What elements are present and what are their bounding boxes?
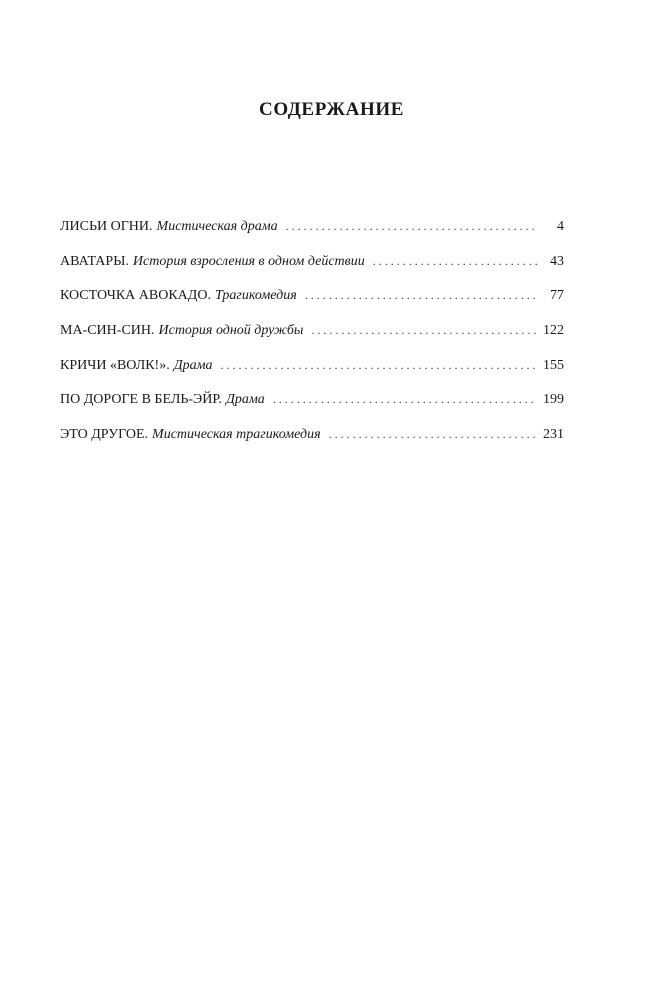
toc-entry-page-number: 77 — [550, 288, 564, 304]
toc-entry-genre: Мистическая драма — [156, 219, 278, 234]
toc-entry-title: ЛИСЬИ ОГНИ. — [60, 219, 153, 234]
toc-entry-genre: История взросления в одном действии — [132, 253, 365, 269]
toc-entry-krichi-volk[interactable] — [60, 355, 564, 390]
toc-entry-po-doroge-v-bel-eir[interactable] — [60, 389, 564, 424]
toc-entry-page-number: 43 — [550, 253, 564, 269]
dot-leader — [273, 389, 537, 409]
toc-entry-title: МА-СИН-СИН. — [60, 323, 155, 339]
toc-entry-title: ЭТО ДРУГОЕ. — [60, 427, 149, 443]
dot-leader — [221, 355, 537, 375]
toc-entry-title: ПО ДОРОГЕ В БЕЛЬ-ЭЙР. — [60, 392, 222, 408]
toc-entry-title: КРИЧИ «ВОЛК!». — [60, 357, 170, 373]
dot-leader — [286, 216, 538, 236]
toc-entry-page-number: 122 — [543, 323, 564, 339]
dot-leader — [373, 251, 538, 271]
toc-entry-genre: Драма — [225, 392, 265, 408]
toc-entry-kostochka-avokado[interactable] — [60, 285, 564, 320]
toc-entry-avatary[interactable] — [60, 251, 564, 286]
dot-leader — [311, 320, 537, 340]
toc-entry-page-number: 199 — [543, 392, 564, 408]
toc-entry-genre: История одной дружбы — [158, 323, 304, 339]
table-of-contents — [60, 216, 564, 459]
toc-entry-genre: Трагикомедия — [214, 288, 297, 304]
toc-entry-eto-drugoe[interactable] — [60, 424, 564, 459]
page-title: СОДЕРЖАНИЕ — [259, 98, 404, 120]
toc-entry-page-number: 4 — [557, 219, 564, 234]
toc-entry-title: КОСТОЧКА АВОКАДО. — [60, 288, 211, 304]
dot-leader — [329, 424, 537, 444]
toc-entry-title: АВАТАРЫ. — [60, 253, 129, 269]
toc-entry-genre: Драма — [173, 357, 213, 373]
toc-entry-page-number: 231 — [543, 427, 564, 443]
toc-entry-ma-sin-sin[interactable] — [60, 320, 564, 355]
toc-entry-genre: Мистическая трагикомедия — [152, 427, 321, 443]
toc-entry-lisi-ogni[interactable] — [60, 216, 564, 251]
toc-entry-page-number: 155 — [543, 357, 564, 373]
dot-leader — [305, 285, 538, 305]
